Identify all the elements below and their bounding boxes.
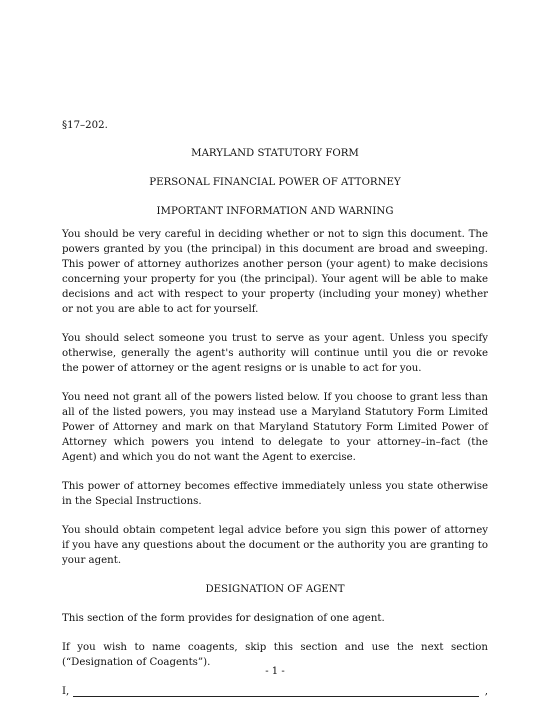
paragraph-powers: You need not grant all of the powers listed below. If you choose to grant less than all of the listed powers, you may instead use a Maryland Statutory Form Limited Power of Attorney and mark on that Maryland Statutory Form Limited Power of Attorney which powers you intend to delegate to your attorney–in–fact (the Agent) and which you do not want the Agent to exercise. bbox=[62, 392, 488, 463]
paragraph-effective: This power of attorney becomes effective immediately unless you state otherwise in the Special Instructions. bbox=[62, 481, 488, 507]
warning-heading: IMPORTANT INFORMATION AND WARNING bbox=[156, 206, 394, 217]
section-number: §17–202. bbox=[62, 120, 108, 131]
form-title: MARYLAND STATUTORY FORM bbox=[191, 148, 359, 159]
form-subtitle: PERSONAL FINANCIAL POWER OF ATTORNEY bbox=[149, 177, 401, 188]
agent-line-suffix: , bbox=[484, 686, 488, 697]
page-number: - 1 - bbox=[265, 666, 285, 677]
paragraph-legal-advice: You should obtain competent legal advice before you sign this power of attorney if you have any questions about the document or the authority you are granting to your agent. bbox=[62, 525, 488, 566]
agent-line-prefix: I, bbox=[62, 686, 70, 697]
paragraph-coagents: If you wish to name coagents, skip this section and use the next section (“Designation of Coagents”). bbox=[62, 642, 488, 668]
designation-heading: DESIGNATION OF AGENT bbox=[205, 584, 345, 595]
paragraph-select-agent: You should select someone you trust to serve as your agent. Unless you specify otherwise, generally the agent's authority will continue until you die or revoke the power of attorney or the agent resigns or is unable to act for you. bbox=[62, 333, 488, 374]
document-body bbox=[62, 118, 488, 699]
principal-name-blank[interactable] bbox=[73, 685, 478, 697]
agent-name-line bbox=[62, 684, 488, 699]
paragraph-designation-one: This section of the form provides for designation of one agent. bbox=[62, 613, 385, 624]
paragraph-warning: You should be very careful in deciding whether or not to sign this document. The powers granted by you (the principal) in this document are broad and sweeping. This power of attorney authorizes another person (your agent) to make decisions concerning your property for you (the principal). Your agent will be able to make decisions and act with respect to your property (including your money) whether or not you are able to act for yourself. bbox=[62, 229, 488, 315]
